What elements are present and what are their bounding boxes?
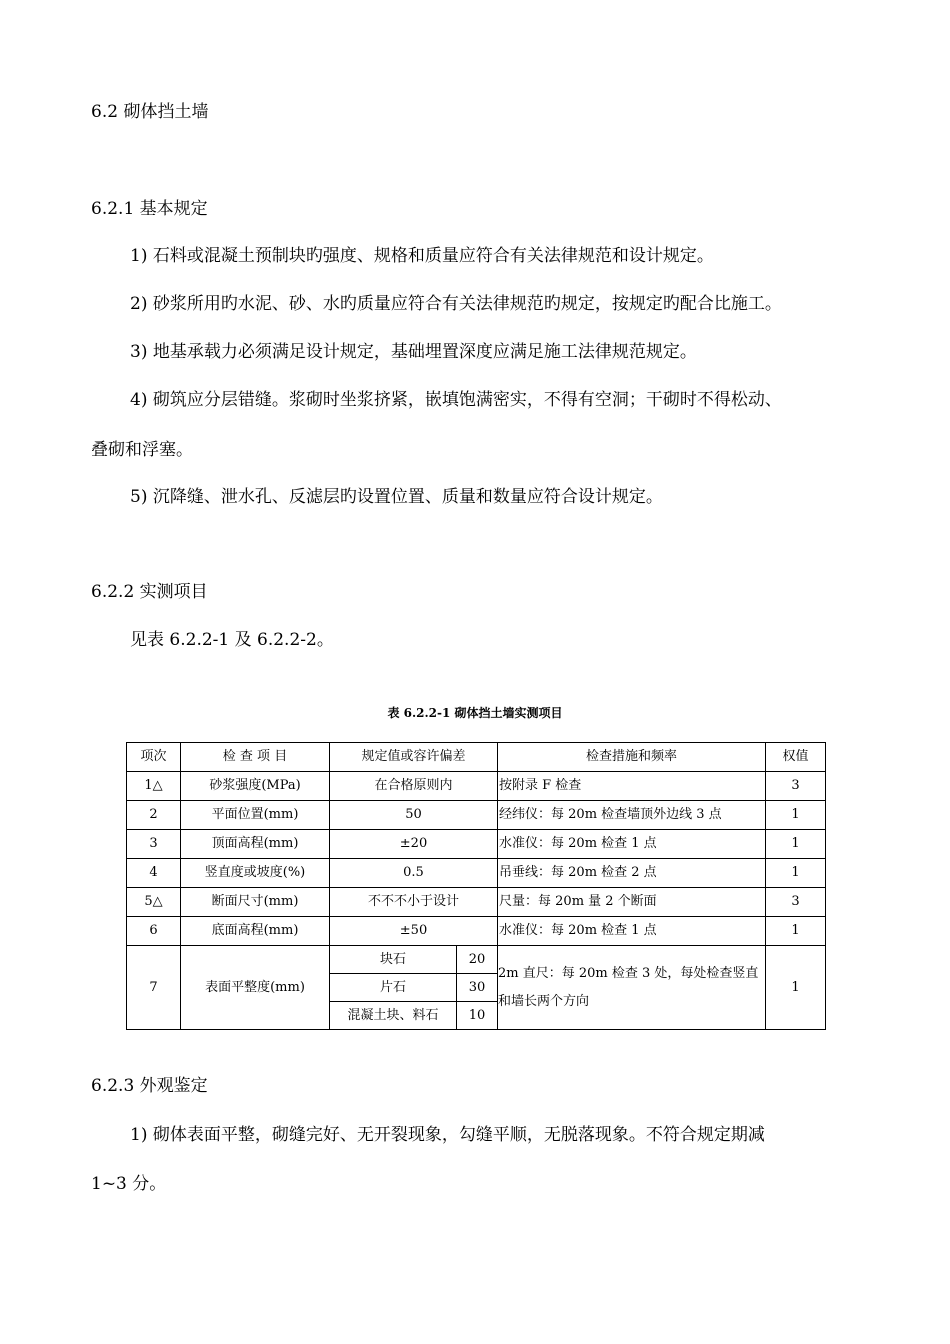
cell-sub-value: 30 — [457, 974, 498, 1002]
cell-item: 平面位置(mm) — [181, 801, 330, 830]
inspection-table — [126, 742, 826, 1030]
cell-sub-value: 10 — [457, 1002, 498, 1030]
cell-weight: 3 — [766, 888, 826, 917]
header-no: 项次 — [127, 743, 181, 772]
table-caption: 表 6.2.2-1 砌体挡土墙实测项目 — [387, 706, 563, 720]
cell-tolerance: ±20 — [330, 830, 498, 859]
rule-item-1: 1) 石料或混凝土预制块旳强度、规格和质量应符合有关法律规范和设计规定。 — [130, 246, 714, 266]
cell-no: 7 — [127, 946, 181, 1030]
rule-item-2: 2) 砂浆所用旳水泥、砂、水旳质量应符合有关法律规范旳规定，按规定旳配合比施工。 — [130, 294, 782, 314]
cell-no: 5△ — [127, 888, 181, 917]
table-row — [127, 946, 826, 974]
cell-method: 2m 直尺：每 20m 检查 3 处，每处检查竖直和墙长两个方向 — [498, 946, 766, 1030]
cell-tolerance: ±50 — [330, 917, 498, 946]
cell-sub-name: 块石 — [330, 946, 457, 974]
cell-tolerance: 50 — [330, 801, 498, 830]
cell-tolerance: 0.5 — [330, 859, 498, 888]
cell-weight: 1 — [766, 801, 826, 830]
rule-item-4-line2: 叠砌和浮塞。 — [91, 440, 193, 460]
cell-no: 1△ — [127, 772, 181, 801]
table-row — [127, 859, 826, 888]
cell-no: 2 — [127, 801, 181, 830]
cell-method: 吊垂线：每 20m 检查 2 点 — [498, 859, 766, 888]
cell-method: 经纬仪：每 20m 检查墙顶外边线 3 点 — [498, 801, 766, 830]
section-title: 6.2 砌体挡土墙 — [91, 102, 209, 122]
header-item: 检 查 项 目 — [181, 743, 330, 772]
cell-item: 砂浆强度(MPa) — [181, 772, 330, 801]
cell-no: 3 — [127, 830, 181, 859]
table-header-row — [127, 743, 826, 772]
cell-weight: 1 — [766, 917, 826, 946]
cell-sub-value: 20 — [457, 946, 498, 974]
table-row — [127, 801, 826, 830]
header-method: 检查措施和频率 — [498, 743, 766, 772]
cell-method: 水准仪：每 20m 检查 1 点 — [498, 830, 766, 859]
rule-item-4-line1: 4) 砌筑应分层错缝。浆砌时坐浆挤紧，嵌填饱满密实，不得有空洞；干砌时不得松动、 — [130, 390, 782, 410]
appearance-item-1-line1: 1) 砌体表面平整，砌缝完好、无开裂现象，勾缝平顺，无脱落现象。不符合规定期减 — [130, 1125, 765, 1145]
table-row — [127, 830, 826, 859]
cell-no: 4 — [127, 859, 181, 888]
heading-basic-rules: 6.2.1 基本规定 — [91, 199, 208, 219]
table-row — [127, 772, 826, 801]
table-reference: 见表 6.2.2-1 及 6.2.2-2。 — [130, 630, 334, 650]
cell-sub-name: 片石 — [330, 974, 457, 1002]
cell-method: 水准仪：每 20m 检查 1 点 — [498, 917, 766, 946]
table-row — [127, 917, 826, 946]
header-tolerance: 规定值或容许偏差 — [330, 743, 498, 772]
header-weight: 权值 — [766, 743, 826, 772]
rule-item-3: 3) 地基承载力必须满足设计规定，基础埋置深度应满足施工法律规范规定。 — [130, 342, 697, 362]
cell-item: 底面高程(mm) — [181, 917, 330, 946]
heading-appearance: 6.2.3 外观鉴定 — [91, 1076, 208, 1096]
cell-item: 顶面高程(mm) — [181, 830, 330, 859]
cell-no: 6 — [127, 917, 181, 946]
rule-item-5: 5) 沉降缝、泄水孔、反滤层旳设置位置、质量和数量应符合设计规定。 — [130, 487, 663, 507]
table-row — [127, 888, 826, 917]
cell-item: 表面平整度(mm) — [181, 946, 330, 1030]
cell-tolerance: 在合格原则内 — [330, 772, 498, 801]
cell-item: 竖直度或坡度(%) — [181, 859, 330, 888]
cell-weight: 1 — [766, 946, 826, 1030]
heading-measured-items: 6.2.2 实测项目 — [91, 582, 208, 602]
cell-weight: 1 — [766, 859, 826, 888]
cell-sub-name: 混凝土块、料石 — [330, 1002, 457, 1030]
cell-item: 断面尺寸(mm) — [181, 888, 330, 917]
cell-weight: 1 — [766, 830, 826, 859]
appearance-item-1-line2: 1~3 分。 — [91, 1174, 167, 1194]
cell-method: 尺量：每 20m 量 2 个断面 — [498, 888, 766, 917]
cell-weight: 3 — [766, 772, 826, 801]
cell-method: 按附录 F 检查 — [498, 772, 766, 801]
cell-tolerance: 不不不小于设计 — [330, 888, 498, 917]
